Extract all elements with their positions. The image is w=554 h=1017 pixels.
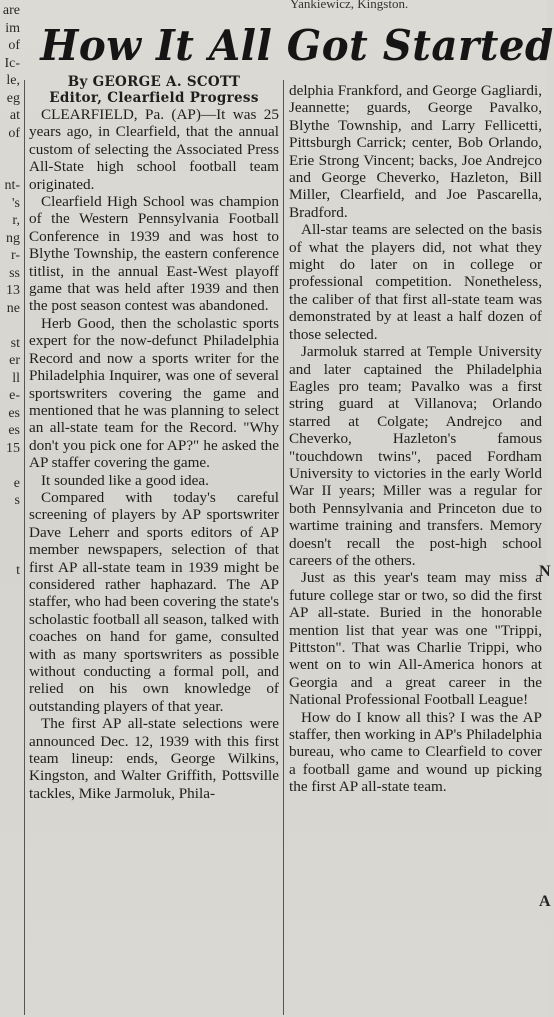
edge-fragment: nt- — [4, 178, 20, 193]
right-edge-fragment: N — [539, 563, 551, 580]
edge-fragment: e- — [9, 388, 20, 403]
article-paragraph: Herb Good, then the scholastic sports expert for the now-defunct Philadelphia Record and now a sports writer for the Philadelphia Inquirer, was one of several sportswriters covering the game and mentioned that he was planning to select an all-state team for the Record. "Why don't you pick one for AP?" he asked the AP staffer covering the game. — [29, 314, 279, 472]
left-column-edge-fragments — [0, 2, 20, 632]
byline-title: Editor, Clearfield Progress — [49, 90, 259, 106]
article-paragraph: Jarmoluk starred at Temple University and later captained the Philadelphia Eagles pro team; Pavalko was a first string guard at Villanova; Orlando starred at Colgate; Andrejco and Cheverko, Hazleton's famous "touchdown twins", paced Fordham University to victories in the early World War II years; Miller was a regular for both Pennsylvania and Princeton due to wartime training and transfers. Memory doesn't recall the post-high school careers of the others. — [289, 343, 542, 569]
edge-fragment: of — [8, 38, 20, 53]
edge-fragment — [0, 142, 20, 160]
edge-fragment: are — [2, 3, 20, 18]
edge-fragment: of — [8, 125, 20, 141]
article-paragraph: All-star teams are selected on the basis of what the players did, not what they might do later on in college or professional competition. Nonetheless, the caliber of that first all-state team was demonstrated by at least a half dozen of those selected. — [289, 221, 542, 343]
edge-fragment: at — [9, 108, 20, 123]
edge-fragment: er — [9, 353, 20, 368]
edge-fragment: r, — [12, 213, 20, 228]
edge-fragment: es — [8, 405, 20, 421]
edge-fragment: s — [14, 493, 20, 508]
edge-fragment: eg — [6, 90, 20, 106]
edge-fragment — [0, 160, 20, 178]
edge-fragment — [0, 457, 20, 475]
edge-fragment: le, — [6, 73, 20, 88]
edge-fragment: r- — [10, 248, 20, 263]
edge-fragment: ss — [9, 265, 20, 281]
article-paragraph: Compared with today's careful screening of players by AP sportswriter Dave Leherr and sports editors of AP member newspapers, selection of that first AP all-state team in 1939 might be considered rather haphazard. The AP staffer, who had been covering the state's scholastic football all season, talked with coaches on hand for game, consulted with as many sportswriters as possible without conducting a formal poll, and relied on his own knowledge of outstanding players of that year. — [29, 488, 279, 715]
edge-fragment: 's — [12, 195, 20, 211]
headline: How It All Got Started — [40, 21, 554, 70]
right-edge-fragment: A — [539, 893, 551, 910]
edge-fragment: es — [8, 423, 20, 438]
edge-fragment: 13 — [6, 283, 20, 298]
edge-fragment — [0, 317, 20, 335]
article-paragraph: CLEARFIELD, Pa. (AP)—It was 25 years ago, in Clearfield, that the annual custom of selecting the Associated Press All-State high school football team originated. — [29, 106, 279, 193]
edge-fragment — [0, 510, 20, 528]
edge-fragment — [0, 545, 20, 563]
article-column-left — [29, 70, 279, 802]
article-paragraph: It sounded like a good idea. — [41, 471, 209, 489]
edge-fragment — [0, 580, 20, 598]
column-rule-middle — [283, 80, 284, 1015]
edge-fragment: 15 — [6, 440, 20, 456]
edge-fragment: ne — [6, 300, 20, 316]
edge-fragment — [0, 527, 20, 545]
edge-fragment: t — [16, 563, 20, 578]
edge-fragment: st — [10, 335, 20, 351]
article-paragraph: Just as this year's team may miss a future college star or two, so did the first AP all-state. Buried in the honorable mention list that year was one "Trippi, Pittston". That was Charlie Trippi, who went on to win All-America honors at Georgia and a great career in the National Professional Football League! — [289, 569, 542, 709]
article-paragraph: How do I know all this? I was the AP staffer, then working in AP's Philadelphia bureau, who came to Clearfield to cover a football game and wound up picking the first AP all-state team. — [289, 708, 542, 796]
article-column-right — [289, 82, 542, 796]
edge-fragment: Ic- — [4, 55, 20, 71]
byline-author: By GEORGE A. SCOTT — [67, 74, 241, 90]
edge-fragment: ng — [6, 230, 20, 246]
edge-fragment: ll — [12, 370, 20, 386]
edge-fragment: im — [5, 20, 20, 36]
edge-fragment: e — [13, 475, 20, 491]
edge-fragment — [0, 615, 20, 633]
article-paragraph: delphia Frankford, and George Gagliardi, Jeannette; guards, George Pavalko, Blythe Township, and Larry Fellicetti, Pittsburgh Carrick; center, Bob Orlando, Erie Strong Vincent; backs, Joe Andrejco and George Cheverko, Hazleton, Bill Miller, Clearfield, and Joe Pascarella, Bradford. — [289, 82, 542, 221]
article-paragraph: The first AP all-state selections were announced Dec. 12, 1939 with this first team lineup: ends, George Wilkins, Kingston, and Walter Griffith, Pottsville tackles, Mike Jarmoluk, Phila- — [29, 715, 279, 802]
article-paragraph: Clearfield High School was champion of the Western Pennsylvania Football Conference in 1939 and was host to Blythe Township, the eastern conference titlist, in the annual East-West playoff game that was held after 1939 and then the post season contest was abandoned. — [29, 193, 279, 315]
column-rule-left — [24, 80, 25, 1015]
edge-fragment — [0, 597, 20, 615]
top-clipped-text: Yankiewicz, Kingston. — [290, 0, 409, 11]
